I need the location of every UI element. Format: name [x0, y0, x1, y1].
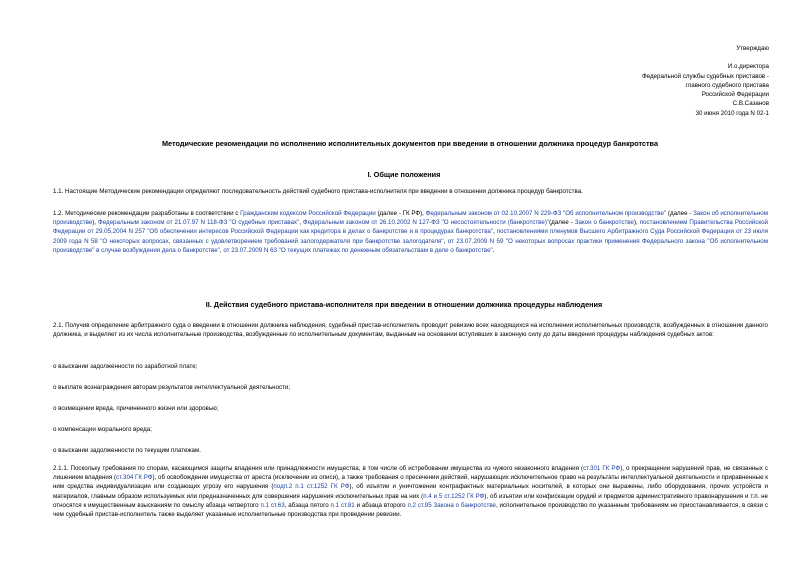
list-item: о компенсации морального вреда; [53, 426, 152, 433]
law-link[interactable]: Закон о банкротстве [574, 219, 634, 227]
paragraph-1-2: 1.2. Методические рекомендации разработаны в соответствии с Гражданским кодексом Российской Федерации (далее - ГК РФ), Федеральным законом от 02.10.2007 N 229-ФЗ "Об исполнительном производстве" (далее - Закон об исполнительном производстве), Федеральным законом от 21.07.97 N 118-ФЗ "О судебных приставах", Федеральным законом от 26.10.2002 N 127-ФЗ "О несостоятельности (банкротстве)"(далее - Закон о банкротстве), постановлением Правительства Российской Федерации от 29.05.2004 N 257 "Об обеспечении интересов Российской Федерации как кредитора в делах о банкротстве и в процедурах банкротства", постановлениями пленумов Высшего Арбитражного Суда Российской Федерации от 23 июля 2009 года N 58 "О некоторых вопросах, связанных с удовлетворением требований залогодержателя при банкротстве залогодателя", от 23.07.2009 N 59 "О некоторых вопросах практики применения Федерального закона "Об исполнительном производстве" в случае возбуждения дела о банкротстве", от 23.07.2009 N 63 "О текущих платежах по денежным обязательствам в деле о банкротстве". [53, 210, 768, 254]
law-link[interactable]: ст.301 ГК РФ [583, 465, 621, 472]
section1-heading: I. Общие положения [367, 170, 441, 179]
list-item: о выплате вознаграждения авторам результатов интеллектуальной деятельности; [53, 384, 291, 391]
law-link[interactable]: Федеральным законом от 02.10.2007 N 229-ФЗ "Об исполнительном производстве" [425, 210, 667, 217]
list-item: о взыскании задолженности по заработной плате; [53, 363, 198, 370]
law-link[interactable]: п.1 ст.81 [330, 501, 355, 509]
law-link[interactable]: постановлениями пленумов Высшего Арбитражного Суда Российской Федерации от 23 июля 2009 года N 58 "О некоторых вопросах, связанных с удовлетворением требований залогодержателя при банкротстве залогодателя" [53, 228, 768, 245]
document-title: Методические рекомендации по исполнению исполнительных документов при введении в отношении должника процедур банкротства [161, 139, 659, 148]
approval-line: И.о.директора [727, 63, 769, 71]
list-item: о взыскании задолженности по текущим платежам. [53, 447, 201, 454]
paragraph-2-1-1: 2.1.1. Поскольку требования по спорам, касающимся защиты владения или принадлежности имущества, в том числе об истребовании имущества из чужого незаконного владения (ст.301 ГК РФ), о прекращении нарушений прав, не связанных с лишением владения (ст.304 ГК РФ), об освобождении имущества от ареста (исключении из описи), а также требования о пресечении действий, нарушающих исключительное право на результаты интеллектуальной деятельности и приравненные к ним средства индивидуализации или создающих угрозу его нарушения (подп.2 п.1 ст.1252 ГК РФ), об изъятии и уничтожении контрафактных материальных носителей, в которых они выражены, либо оборудования, прочих устройств и материалов, главным образом используемых или предназначенных для совершения нарушения исключительных прав на них (п.4 и 5 ст.1252 ГК РФ), об изъятии или конфискации орудий и предметов административного правонарушения и т.п. не относятся к имущественным взысканиям по смыслу абзаца четвертого п.1 ст.63, абзаца пятого п.1 ст.81 и абзаца второго п.2 ст.95 Закона о банкротстве, исполнительное производство по указанным требованиям не приостанавливается, в связи с чем судебный пристав-исполнитель также выделяет указанные исполнительные производства при проведении ревизии. [53, 465, 768, 519]
approval-block [569, 44, 769, 118]
law-link[interactable]: постановлением Правительства Российской Федерации от 29.05.2004 N 257 "Об обеспечении интересов Российской Федерации как кредитора в делах о банкротстве и в процедурах банкротства" [53, 219, 768, 236]
section2-heading: II. Действия судебного пристава-исполнителя при введении в отношении должника процедуры наблюдения [205, 300, 603, 309]
approval-line: 30 июня 2010 года N 02-1 [695, 109, 769, 117]
approval-line: главного судебного пристава [685, 81, 769, 89]
approval-label: Утверждаю [736, 45, 769, 52]
law-link[interactable]: от 23.07.2009 N 59 "О некоторых вопросах практики применения Федерального закона "Об исполнительном производстве" в случае возбуждения дела о банкротстве" [53, 237, 768, 254]
law-link[interactable]: Закон об исполнительном производстве [53, 210, 768, 227]
law-link[interactable]: от 23.07.2009 N 63 "О текущих платежах по денежным обязательствам в деле о банкротстве" [223, 246, 493, 254]
paragraph-2-1: 2.1. Получив определение арбитражного суда о введении в отношении должника наблюдения, судебный пристав-исполнитель проводит ревизию всех находящихся на исполнении исполнительных производств, возбужденных в отношении данного должника, и выделяет из их числа исполнительные производства, возбужденные по исполнительным документам, выданным на основании вступивших в законную силу до даты введения процедуры наблюдения судебных актов: [53, 322, 768, 339]
law-link[interactable]: подп.2 п.1 ст.1252 ГК РФ [273, 483, 350, 491]
list-item: о возмещении вреда, причиненного жизни или здоровью; [53, 405, 219, 412]
law-link[interactable]: Федеральным законом от 21.07.97 N 118-ФЗ "О судебных приставах" [98, 219, 300, 227]
law-link[interactable]: ст.304 ГК РФ [116, 474, 153, 482]
law-link[interactable]: Федеральным законом от 26.10.2002 N 127-ФЗ "О несостоятельности (банкротстве)" [302, 219, 550, 227]
approval-line: Российской Федерации [701, 91, 769, 99]
law-link[interactable]: п.2 ст.95 Закона о банкротстве [407, 501, 496, 509]
law-link[interactable]: Гражданским кодексом Российской Федерации [240, 210, 376, 217]
approval-line: Федеральной службы судебных приставов - [641, 72, 769, 80]
law-link[interactable]: п.4 и 5 ст.1252 ГК РФ [423, 492, 485, 500]
approval-line: С.В.Сазанов [732, 100, 769, 108]
law-link[interactable]: п.1 ст.63 [260, 501, 285, 509]
paragraph-1-1: 1.1. Настоящие Методические рекомендации определяют последовательность действий судебного пристава-исполнителя при введении в отношении должника процедур банкротства. [53, 188, 583, 195]
